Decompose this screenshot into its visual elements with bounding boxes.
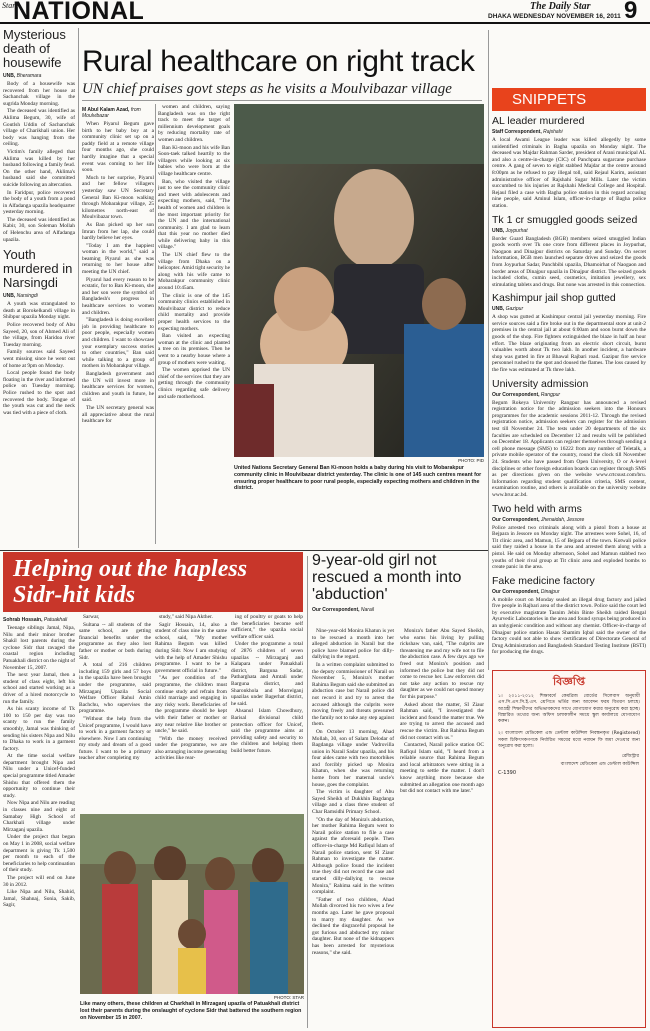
paragraph: A youth was strangulated to death at Borokelkandi village in Shibpur upazila Monday night. (3, 301, 75, 321)
snippet-text: A local Awami League leader was killed allegedly by some unidentified criminals in Bagha upazila on Monday night. The deceased was Majdar Rahman Sarder, president of Arani municipal AL and also a centre-in-charge (CIC) of Panchpara sugarcane purchase centre. A gang of seven to eight stabbed Majdar at the centre around 8:00pm as he refused to pay illegal toll, said Rejaul Karim, assistant administrative officer of Rajshahi Sugar Mills. Later the victim succumbed to his injuries at Rajshahi Medical College and Hospital. Rejaul filed a case with Bagha police station in this regard accusing nine people, said Aminul Islam, officer-in-charge of Bagha police station. (492, 137, 646, 209)
paragraph: "As per condition of the programme, the children must continue study and refrain from child marriage and engaging in any risky work. Beneficiaries of the programme should be kept with their father or mother or any near relative like brother or uncle," he said. (155, 675, 227, 735)
paragraph: Ahsanul Islam Chowdhury, Barisal divisional child protection officer for Unicef, said the programme aims at providing safety and security to the children and helping them build better future. (231, 708, 303, 754)
main-col-2 (158, 104, 230, 546)
paragraph: Family sources said Sayeed went missing since he went out of home at 9pm on Monday. (3, 349, 75, 369)
sidr-banner (3, 552, 303, 612)
paragraph: The clinic is one of the 145 community clinics established in Moulvibazar district to reduce child mortality and provide proper health services to the expecting mothers. (158, 292, 230, 332)
snippet-title: Two held with arms (492, 502, 582, 515)
paragraph: "Father of two children, Ahad Mollah divorced his two wives a few months ago. Later he gave proposal to marry my daughter. As we declined the disgraceful proposal he got furious and abducted my minor daughter. But none of the kidnappers has been arrested for mysterious reasons," she said. (312, 896, 394, 956)
snippet-item (492, 214, 646, 289)
ad-signature: রেজিস্ট্রার বাংলাদেশ মেডিকেল এন্ড ডেন্টাল কাউন্সিল (560, 754, 639, 768)
ad-title: বিজ্ঞপ্তি (553, 675, 585, 688)
main-col-1 (82, 104, 154, 546)
paragraph: "Bangladesh is doing excellent job in providing healthcare to poor people, especially women and children. I want to showcase your exemplary success stories to other countries," Ban said while talking to a group of mothers in Mobarakpur village. (82, 317, 154, 370)
snippet-text: Begum Rokeya University Rangpur has announced a revised registration notice for the admission seekers into the Honours programmes for the academic sessions 2011-12. Through the revised registration notice, admission seekers can register for the admission test till November 24. The tests under 20 departments of the six faculties are scheduled on December 12 and results will be published on December 18. Applicants can register themselves through sending a cell phone message (SMS) to 16222 from any number of Teletalk, a private mobile operator of the country, round the clock till November 24. Students who have passed from Open University, O or A-level disciplines or other foreign education boards can register through SMS as per directions given on the website www.crtcsust.com/bru. Information regarding student qualification criteria, SMS content, examination routine, and others is available on the university website www.brur.ac.bd. (492, 399, 646, 498)
girl-story (312, 552, 484, 1028)
main-body-1 (82, 121, 154, 425)
paragraph: The deceased was identified as Kabir, 30, son Soleman Mollah of Helenchu area of Alfadanga upazila. (3, 216, 75, 243)
girl-body-2 (400, 628, 484, 795)
paragraph: Under the project that began on May 1 in 2008, social welfare department is giving Tk 1,500 per month to each of the beneficiaries to help continuation of their study. (3, 834, 75, 874)
main-headline: Rural healthcare on right track (82, 46, 475, 78)
snippet-byline: Staff Correspondent, Rajshahi (492, 129, 563, 135)
snippet-title: University admission (492, 377, 589, 390)
snippet-text: Police arrested two criminals along with a pistol from a house at Bejpara in Jessore on Monday night. The arrestees were Sohel, 16, of Tit clinic area, and Mamun, 15 of Bejpara of the town. Kotwali police said they raided a house in the area and arrested them along with a pistol. He said on Monday afternoon, Sohel and Mamun stabbed two youths of their rival group at Tit clinic area and exploded bombs to create panic in the area. (492, 524, 646, 571)
paragraph: Now Nipa and Nilu are reading in classes nine and eight at Samabay High School of Charkhali village under Mirzaganj upazila. (3, 800, 75, 833)
snippets-header: SNIPPETS (492, 88, 646, 111)
paragraph: Sarwar, (83, 614, 100, 620)
sidr-col-3 (155, 614, 227, 814)
main-deck: UN chief praises govt steps as he visits a Moulvibazar village (82, 81, 452, 97)
paragraph: The women apprised the UN chief of the services that they are getting through the community clinics regarding safe delivery and safe motherhood. (158, 367, 230, 400)
paragraph: The deceased was identified as Aklima Begum, 30, wife of Goutlsh Uddin of Sachanchak village of Charikhali union. Her body was hanging from the ceiling. (3, 108, 75, 148)
paragraph: As Ban picked up her son Imran from her lap, she could hardly believe her eyes. (82, 221, 154, 242)
story-youth-murdered (3, 248, 75, 416)
paragraph: Asked about the matter, SI Ziaur Rahman said, "I investigated the incident and found the matter true. We are trying to arrest the accused and rescue the victim. But Rahima Begum did not contact with us." (400, 701, 484, 741)
main-headline-block (82, 46, 482, 80)
sidr-col-4 (231, 614, 303, 814)
sidr-col-1 (3, 614, 75, 1028)
paragraph: women and children, saying Bangladesh was on the right track to meet the target of millennium development goals by reducing mortality rate of women and children. (158, 104, 230, 143)
snippet-item (492, 503, 646, 571)
snippet-text: A mobile court on Monday sealed an illegal drug factory and jailed five people in Rajbari area of the district town. Police said the court led by executive magistrate Tasnim Jebin Binte Sheikh raided Bengal Ayurvedic Laboratories in the area and found syrups being produced in an unhygienic condition and without any chemist. Officer-in-charge of Dinajpur police station Hasan Shamim Iqbal said the owner of the factory could not able to show certificates of Directorate General of Drug Administration and Bangladesh Standard Testing Institute (BSTI) for producing the drugs. (492, 596, 646, 656)
story-housewife (3, 28, 75, 243)
photo-sidr-children (80, 814, 304, 994)
sidr-headline: Helping out the hapless Sidr-hit kids (13, 556, 248, 608)
masthead-logo: Star (2, 1, 16, 10)
sidr-col-2 (79, 614, 151, 814)
paragraph: Monira's father Abu Sayed Sheikh, who earns his living by pulling rickshaw van, said, "The culprits are threatening me and my wife not to file the abduction case. A few days ago we freed out Monira's position and informed the police but they did not come to rescue her. Law enforcers did not take any action to rescue my daughter as we could not spend money for this purpose." (400, 628, 484, 700)
snippet-item (492, 292, 646, 373)
paragraph: Body of a housewife was recovered from her house at Sachanchak village in the sugrida Monday morning. (3, 81, 75, 107)
main-caption: United Nations Secretary General Ban Ki-moon holds a baby during his visit to Mobarakpur community clinic in Moulvibazar district yesterday. The clinic is one of 145 such centres meant for ensuring proper healthcare to poor rural people, especially expecting mothers and children in the district. (234, 465, 482, 492)
girl-byline: Our Correspondent, Narail (312, 607, 374, 613)
ad-code: C-1390 (498, 770, 517, 777)
sidr-caption: Like many others, these children at Charkhali in Mirzaganj upazila of Patuakhali district lost their parents during the onslaught of cyclone Sidr that battered the southern region on November 15 in 2007. (80, 1001, 302, 1021)
paragraph: Much to her surprise, Piyarul and her fellow villagers yesterday saw UN Secretary General Ban Ki-moon walking through Mobarakpur village, 25 kilometres north-east of Moulvibazar town. (82, 174, 154, 221)
paragraph: Under the programme a total of 2876 children of seven upazilas -- Mirzaganj and Kalapara under Patuakhali district, Barguna Sadar, Patharghata and Amtali under Barguna district, and Sharonkhola and Morrelganj upazilas under Bagerhat district, he said. (231, 641, 303, 707)
sidr-byline: Sohrab Hossain, Patuakhali (3, 617, 68, 623)
girl-body-1 (312, 628, 394, 956)
paragraph: Local people found the body floating in the river and informed police on Tuesday morning. Police rushed to the spot and recovered the body. Tongue of the youth was cut and the neck was tied with a piece of cloth. (3, 370, 75, 416)
snippets-list (492, 115, 646, 656)
story-byline: UNB, Bheramara (3, 73, 42, 79)
paragraph: Piyarul had every reason to be ecstatic, for to Ban Ki-moon, she and her son were the symbol of Bangladesh's progress in healthcare services to women and children. (82, 276, 154, 316)
main-photo-credit: PHOTO: PID (458, 458, 484, 463)
girl-headline: 9-year-old girl not rescued a month into 'abduction' (312, 552, 462, 603)
sidr-photo (80, 814, 304, 994)
paragraph: ing of poultry or goats to help the beneficiaries become self sufficient," the upazila social welfare officer said. (231, 614, 303, 640)
snippet-item (492, 575, 646, 656)
sidr-body-1 (3, 625, 75, 909)
paper-name: The Daily Star (530, 1, 591, 12)
sidr-body-4 (231, 614, 303, 754)
issue-date: DHAKA WEDNESDAY NOVEMBER 16, 2011 (488, 13, 621, 20)
snippet-byline: UNB, Joypurhat (492, 227, 528, 234)
main-body-2 (158, 104, 230, 400)
paragraph: Police recovered body of Abu Sayeed, 20, son of Ahmed Ali of the village, from Haridoa river Tuesday morning. (3, 322, 75, 348)
photo-ban-kimoon-baby (234, 104, 484, 457)
story-body (3, 301, 75, 416)
main-byline: M Abul Kalam Azad, from Moulvibazar (82, 107, 141, 119)
snippet-text: Border Guard Bangladesh (BGB) members seized smuggled Indian goods worth over Tk one crore from different places in Joypurhat, Naogaon and Dinajpur districts on Saturday and Sunday. On secret information, BGB men launched separate drives and seized the goods from Joypurhat Sadar, Panchbibi upazila, Dhamoirhat of Naogaon and border areas of Dinajpur upazila in Dinajpur district. The seized goods included cloths, cumin seed, cosmetics, imitation jewellery, sex stimulating tablets and drugs. But none was arrested in this connection. (492, 235, 646, 288)
paragraph: In Faridpur, police recovered the body of a youth from a pond in Alfadanga upazila headquarter yesterday morning. (3, 189, 75, 216)
ad-item-2: ২। বাংলাদেশ মেডিকেল এন্ড ডেন্টাল কাউন্সিল নিবন্ধনকৃত (Registered) সকল চিকিৎসকগণকে নির্ধারিত সময়ের মধ্যে নবায়ন ফি জমা দেওয়ার জন্য অনুরোধ করা হলো। (498, 731, 640, 750)
paragraph: Sagir Hossain, 14, also a student of class nine in the same school, said, "My mother Rahima Begum was killed during Sidr. Now I am studying with the help of Amader Shishu programme. I want to be a government official in future." (155, 621, 227, 674)
snippet-text: A shop was gutted at Kashimpur central jail yesterday morning. Fire service sources said a fire broke out in the departmental store at unit-2 premises in the central jail at about 6:00am and soon burnt down the goods of the shop. Fire fighters extinguished the blaze in half an hour effort. The blaze originating from an electric short circuit, burnt valuables worth about Tk two lakh. In another incident, a hardware shop was gutted in fire at Bhawal Rajbari road. Gazipur fire service personnel rushed to the spot and doused the flames. The loss caused by the fire was estimated at Tk three lakh. (492, 314, 646, 374)
paragraph: "Today I am the happiest woman in the world," said a beaming Piyarul as she was returning to her house after meeting the UN chief. (82, 242, 154, 276)
paragraph: The next year Jamal, then a student of class eight, left his school and started working as a driver of a hired motorcycle to run the family. (3, 672, 75, 705)
girl-col-2 (400, 628, 484, 1028)
snippet-byline: Our Correspondent, Dinajpur (492, 588, 560, 595)
paragraph: study," said Nipa Akther. (159, 614, 213, 620)
notice-ad (492, 670, 646, 1028)
paragraph: The project will end on June 30 in 2012. (3, 874, 75, 888)
snippet-title: Kashimpur jail shop gutted (492, 292, 616, 305)
paragraph: In a written complaint submitted to the deputy commissioner of Narail on November 5, Monira's mother Rahima Begum said she submitted an abduction case but Narail police did not record it and try to arrest the accused although the culprits were moving freely and threats pressured the family not to take any step against them. (312, 661, 394, 728)
left-column (3, 28, 75, 548)
sidr-body-2 (79, 614, 151, 762)
story-byline: UNB, Narsingdi (3, 293, 38, 300)
paragraph: At the time social welfare department brought Nipa and Nilu under a Unicef-funded special programme titled Amader Shishu that offered them the opportunity to continue their study. (3, 753, 75, 799)
snippet-item (492, 378, 646, 499)
paragraph: The UN chief flew to the village from Dhaka on a helicopter. Amid tight security he along with his wife came to Mobarakpur community clinic around 10:45am. (158, 252, 230, 292)
paragraph: Teenage siblings Jamal, Nipa, Nilu and their minor brother Shakil lost parents during the cyclone Sidr that ravaged the coastal region including Patuakhali district on the night of November 15, 2007. (3, 625, 76, 671)
main-photo (234, 104, 484, 457)
paragraph: A total of 216 children including 159 girls and 57 boys in the upazila have been brought under the programme, said Mirzaganj Upazila Social Welfare Officer Rahul Amin Bachchu, who supervises the programme. (79, 662, 151, 715)
girl-col-1 (312, 628, 394, 1028)
paragraph: On October 13 morning, Ahad Mollah, 30, son of Salam Delodar of Bagdanga village under Vadrovilla union in Narail Sadar upazila, and his four aides came with two motorbikes and forcibly picked up Monira Khatun, when she was returning home from her maternal uncle's house, goes the complaint. (312, 728, 394, 788)
snippet-title: Tk 1 cr smuggled goods seized (492, 213, 638, 226)
paragraph: Ban visited an expecting woman at the clinic and planted a tree on its premises. Then he went to a nearby house where a group of mothers were waiting. (158, 333, 230, 366)
paragraph: Victim's family alleged that Aklima was killed by her husband following a family feud. On the other hand, Aklima's husband said she committed suicide following an altercation. (3, 148, 75, 188)
paragraph: As his scanty income of Tk 100 to 150 per day was too scanty to run the family smoothly, Jamal was thinking of sending his sisters Nipa and Nilu to Dhaka to work in a garment factory. (3, 706, 75, 752)
snippet-title: AL leader murdered (492, 115, 585, 127)
story-body (3, 81, 75, 243)
paragraph: Ban Ki-moon and his wife Ban Soon-taek talked heartily to the villagers while looking at six babies who were born at the village healthcare centre. (158, 144, 230, 177)
masthead (0, 0, 650, 24)
paragraph: "On the day of Monira's abduction, her mother Rahima Begum went to Narail police station to file a case against the aforesaid people. Then officer-in-charge Md Rafiqul Islam of Narail police station, sent SI Ziaur Rahman to investigate the matter. Although police found the incident true they did not record the case and started dilly-dallying to rescue Monira," Rahima said in the written complaint. (312, 816, 394, 896)
story-headline: Mysterious death of housewife (3, 28, 66, 70)
snippet-item (492, 115, 646, 210)
paragraph: Sultana -- all students of the same school, are getting financial benefits under the programme as they also lost father or mother or both during Sidr. (79, 621, 151, 661)
story-headline: Youth murdered in Narsingdi (3, 247, 73, 291)
snippet-title: Fake medicine factory (492, 574, 595, 587)
sidr-photo-credit: PHOTO: STAR (273, 995, 304, 1000)
paragraph: "With the money received under the programme, we are also arranging income generating activities like rear- (155, 735, 227, 762)
paragraph: "Without the help from the Unicef programme, I would have to work in a garment factory or elsewhere. Now I am continuing my study and dream of a good future. I want to be a primary teacher after completing my (79, 715, 151, 762)
paragraph: When Piyarul Begum gave birth to her baby boy at a community clinic set up on a paddy field at a remote village four months ago, she could hardly imagine that a special event was coming to her life soon. (82, 121, 154, 174)
paragraph: The victim is daughter of Abu Sayed Sheikh of Dukkhin Bagdanga village and a class three student of Char Ramsidhi Primary School. (312, 789, 394, 816)
paragraph: The UN secretary general was all appreciative about the rural healthcare for (82, 404, 154, 425)
paragraph: Ban, who visited the village just to see the community clinic and meet with adolescents and expecting mothers, said, "The health of women and children is the most important priority for the UN and the international community. I am glad to learn that this year no mother died while delivering baby in this village." (158, 178, 230, 251)
paragraph: Bangladesh government and the UN will invest more in healthcare services for women, children and youth in future, he said. (82, 370, 154, 404)
main-deck-block (82, 81, 482, 99)
paragraph: Like Nipa and Nilu, Shahid, Jamal, Shahnaj, Sonia, Sakib, Sagir, (3, 889, 75, 909)
ad-item-1: ১। ২০১১-২০১২ শিক্ষাবর্ষে কেমব্রিজ বোর্ডের সিলেবাস অনুযায়ী এস.সি.এস.সি.ই.এস. শ্রেণিতে ভর্তির জন্য আবেদন ফরম বিতরণ চলছে। আগ্রহী শিক্ষার্থীদের অভিভাবকদের সাথে যোগাযোগ করার অনুরোধ করা হচ্ছে। বিস্তারিত তথ্যের জন্য অফিস চলাকালীন সময়ে স্কুল কার্যালয়ে যোগাযোগ করুন। (498, 694, 640, 725)
snippet-byline: Our Correspondent, Jhenaidah, Jessore (492, 516, 585, 523)
section-title: NATIONAL (13, 0, 145, 24)
paragraph: Nine-year-old Monira Khatun is yet to be rescued a month into her alleged abduction in Narail but the police have blamed police for dilly-dallying in the regard. (312, 628, 394, 661)
page-number: 9 (624, 0, 638, 24)
snippet-byline: Our Correspondent, Rangpur (492, 391, 561, 398)
snippet-byline: UNB, Gazipur (492, 306, 524, 313)
paragraph: Contacted, Narail police station OC Rafiqul Islam said, "I heard from a reliable source that Rahima Begum and local arbitrators were sitting in a meeting to settle the matter. I don't know anything more because she submitted an allegation one month ago but did not contact with me later." (400, 742, 484, 795)
sidr-body-3 (155, 614, 227, 762)
snippets-panel (492, 88, 646, 666)
